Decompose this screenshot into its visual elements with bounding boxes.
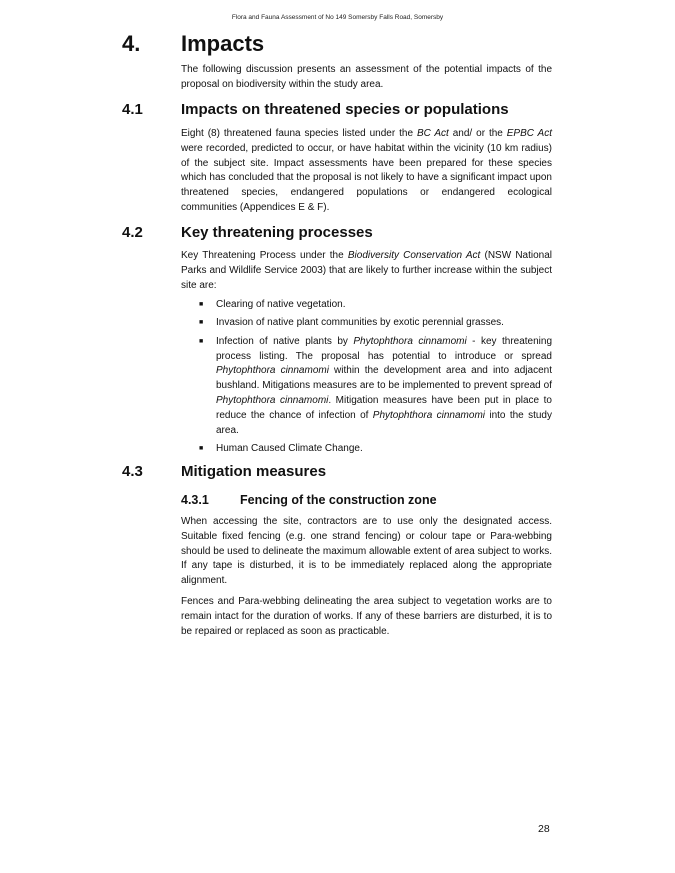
section-number: 4. [122,31,141,56]
text-run: Key Threatening Process under the [181,250,348,261]
list-item-text: Invasion of native plant communities by exotic perennial grasses. [216,317,504,329]
list-item [181,298,552,313]
list-item-text: Human Caused Climate Change. [216,442,363,454]
text-run: (NSW National Parks and Wildlife Service 2003) that are likely to further increase within the subject site are: [181,250,553,291]
running-header: Flora and Fauna Assessment of No 149 Somersby Falls Road, Somersby [231,14,444,21]
species-name: Phytophthora cinnamomi [353,335,467,347]
species-name: Phytophthora cinnamomi [216,365,329,377]
section-title: Impacts [181,31,265,56]
section-title: Key threatening processes [181,224,373,241]
bullet-icon: ■ [199,444,204,452]
section-number: 4.3.1 [181,493,209,507]
section-4-3-1-paragraph-2: Fences and Para-webbing delineating the area subject to vegetation works are to remain intact for the duration of works. If any of these barriers are disturbed, it is to be repaired or replaced as soon as practicable. [181,596,552,637]
section-title: Impacts on threatened species or populations [181,101,509,118]
act-name: Biodiversity Conservation Act [347,250,481,261]
species-name: Phytophthora cinnamomi [216,394,329,406]
list-item-text [216,336,552,436]
section-4-1-paragraph [181,127,552,216]
section-title: Fencing of the construction zone [240,493,437,507]
text-run: Infection of native plants by [216,335,354,347]
species-name: Phytophthora cinnamomi [372,409,485,421]
text-run: into the study area. [216,409,552,436]
text-run: were recorded, predicted to occur, or have habitat within the vicinity (10 km radius) of the subject site. Impact assessments have been prepared for these species which has concluded that the proposal is not likely to have a significant impact upon threatened species, endangered populations or endangered ecological communities (Appendices E & F). [181,142,552,213]
act-name: EPBC Act [506,128,552,139]
section-number: 4.1 [122,101,143,118]
text-run: - key threatening process listing. The proposal has potential to introduce or spread [216,335,553,362]
section-4-intro: The following discussion presents an assessment of the potential impacts of the proposal on biodiversity within the study area. [181,64,552,90]
list-item [181,335,552,439]
list-item [181,316,552,331]
text-run: . Mitigation measures have been put in place to reduce the chance of infection of [216,394,552,421]
bullet-icon: ■ [199,319,204,327]
text-run: and/ or the [448,128,507,139]
text-run: within the development area and into adjacent bushland. Mitigations measures are to be implemented to prevent spread of [216,365,552,392]
page-number: 28 [538,823,550,835]
bullet-icon: ■ [199,337,204,345]
list-item-text: Clearing of native vegetation. [216,299,346,310]
act-name: BC Act [416,128,449,139]
threatening-process-list [181,298,552,460]
text-run: Eight (8) threatened fauna species listed under the [181,128,417,139]
section-number: 4.2 [122,224,143,241]
bullet-icon: ■ [199,301,204,308]
section-number: 4.3 [122,463,143,480]
list-item [181,442,552,457]
section-4-2-paragraph [181,249,552,293]
section-title: Mitigation measures [181,463,327,480]
section-4-3-1-paragraph-1: When accessing the site, contractors are to use only the designated access. Suitable fixed fencing (e.g. one strand fencing) or colour tape or Para-webbing should be used to delineate the maximum allowable extent of area subject to works. If any tape is disturbed, it is to be immediately replaced along the appropriate alignment. [181,516,552,587]
